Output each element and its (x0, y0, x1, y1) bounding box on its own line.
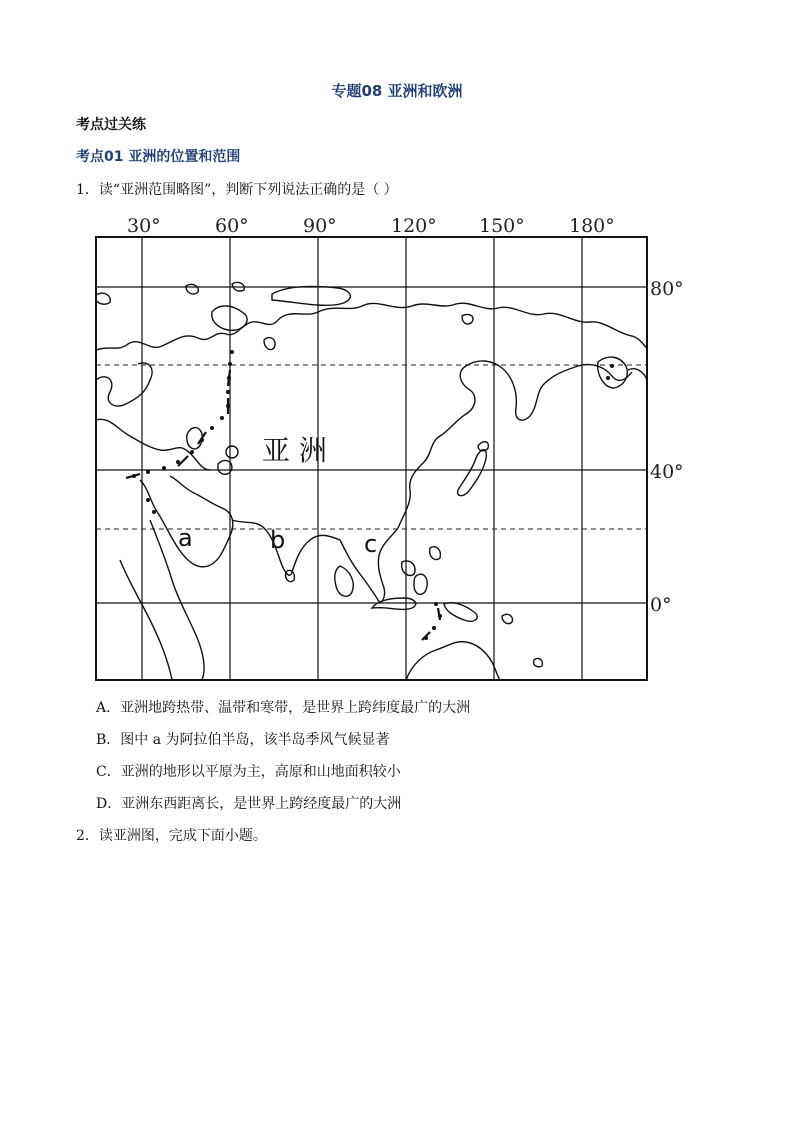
longitude-label-30: 30° (127, 215, 161, 237)
latitude-label-40: 40° (650, 461, 684, 483)
option-c: C．亚洲的地形以平原为主，高原和山地面积较小 (96, 764, 401, 780)
map-letter-a: a (178, 524, 193, 552)
question-2-stem: 2．读亚洲图，完成下面小题。 (76, 828, 267, 844)
option-a: A．亚洲地跨热带、温带和寒带，是世界上跨纬度最广的大洲 (96, 700, 471, 716)
meridian-lines (142, 237, 582, 680)
option-b: B．图中 a 为阿拉伯半岛，该半岛季风气候显著 (96, 732, 390, 748)
continent-boundary-markers (132, 350, 614, 640)
map-small-circle-marker (226, 446, 238, 458)
asia-range-map (84, 206, 684, 686)
map-region-label: 亚 洲 (262, 434, 327, 467)
section-heading: 考点过关练 (76, 117, 146, 133)
longitude-label-150: 150° (479, 215, 525, 237)
question-1-stem: 1．读“亚洲范围略图”，判断下列说法正确的是（ ） (76, 182, 398, 198)
longitude-label-60: 60° (215, 215, 249, 237)
map-letter-b: b (270, 526, 286, 554)
subsection-heading: 考点01 亚洲的位置和范围 (76, 149, 241, 165)
longitude-label-120: 120° (391, 215, 437, 237)
boundary-dashes (126, 370, 440, 640)
longitude-label-90: 90° (303, 215, 337, 237)
latitude-label-0: 0° (650, 594, 672, 616)
longitude-label-180: 180° (569, 215, 615, 237)
map-letter-c: c (364, 530, 378, 558)
option-d: D．亚洲东西距离长，是世界上跨经度最广的大洲 (96, 796, 402, 812)
coastlines (96, 282, 647, 680)
document-title: 专题08 亚洲和欧洲 (331, 82, 463, 100)
latitude-label-80: 80° (650, 278, 684, 300)
dashed-latitude-lines (96, 365, 647, 529)
